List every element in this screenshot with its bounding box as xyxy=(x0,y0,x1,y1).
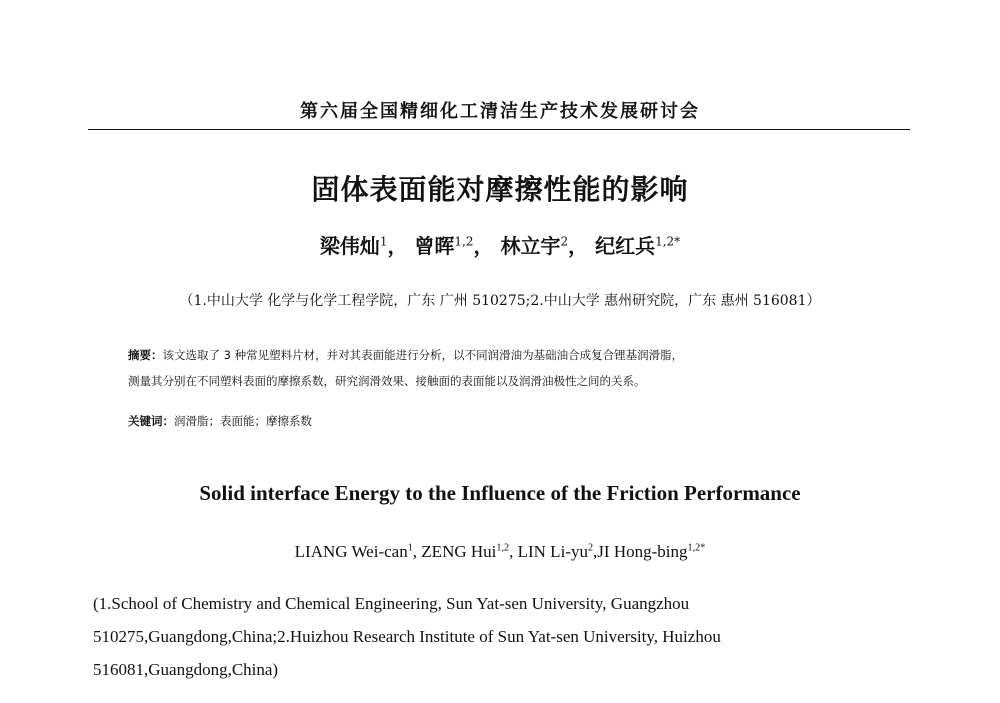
english-authors xyxy=(0,542,1000,562)
header-rule xyxy=(88,129,910,130)
chinese-title: 固体表面能对摩擦性能的影响 xyxy=(311,173,689,206)
keywords-label: 关键词： xyxy=(128,414,174,428)
affiliation-line: (1.School of Chemistry and Chemical Engineering, Sun Yat-sen University, Guangzhou xyxy=(93,594,690,613)
author-name: LIN Li-yu xyxy=(517,542,588,561)
chinese-abstract xyxy=(128,342,888,394)
author-name: 曾晖 xyxy=(414,234,455,258)
chinese-affiliation: （1.中山大学 化学与化学工程学院，广东 广州 510275;2.中山大学 惠州研究院，广东 惠州 516081） xyxy=(179,293,821,309)
author-name: 梁伟灿 xyxy=(319,234,380,258)
author-affil-mark: 1 xyxy=(407,542,413,554)
author-affil-mark: 1,2 xyxy=(496,542,510,554)
author-name: LIANG Wei-can xyxy=(294,542,408,561)
author-separator: , xyxy=(509,542,518,561)
abstract-line xyxy=(128,342,888,368)
author-name: JI Hong-bing xyxy=(597,542,688,561)
author-affil-mark: 1,2 xyxy=(454,234,474,249)
affiliation-line: 510275,Guangdong,China;2.Huizhou Research Institute of Sun Yat-sen University, Huizhou xyxy=(93,627,721,646)
author-affil-mark: 2 xyxy=(560,234,569,249)
conference-header: 第六届全国精细化工清洁生产技术发展研讨会 xyxy=(300,101,700,122)
author-separator: ， xyxy=(473,234,494,258)
english-affiliation xyxy=(93,587,893,686)
keywords-text: 润滑脂；表面能；摩擦系数 xyxy=(174,414,312,428)
abstract-label: 摘要： xyxy=(128,348,163,362)
author-affil-mark: 2 xyxy=(587,542,594,554)
author-separator: , xyxy=(593,542,598,561)
affiliation-line: 516081,Guangdong,China) xyxy=(93,660,279,679)
chinese-keywords xyxy=(128,408,888,434)
english-title: Solid interface Energy to the Influence of the Friction Performance xyxy=(199,481,801,505)
abstract-text: 该文选取了 3 种常见塑料片材，并对其表面能进行分析，以不同润滑油为基础油合成复合锂基润滑脂， xyxy=(162,348,684,362)
author-name: ZENG Hui xyxy=(421,542,497,561)
author-name: 纪红兵 xyxy=(595,234,656,258)
author-separator: ， xyxy=(568,234,589,258)
author-affil-mark: 1 xyxy=(379,234,388,249)
author-separator: ， xyxy=(387,234,408,258)
chinese-authors xyxy=(0,230,1000,259)
author-affil-mark: 1,2* xyxy=(655,234,681,249)
abstract-line: 测量其分别在不同塑料表面的摩擦系数，研究润滑效果、接触面的表面能以及润滑油极性之间的关系。 xyxy=(128,374,646,388)
author-name: 林立宇 xyxy=(500,234,561,258)
author-separator: , xyxy=(412,542,422,561)
author-affil-mark: 1,2* xyxy=(687,542,706,554)
